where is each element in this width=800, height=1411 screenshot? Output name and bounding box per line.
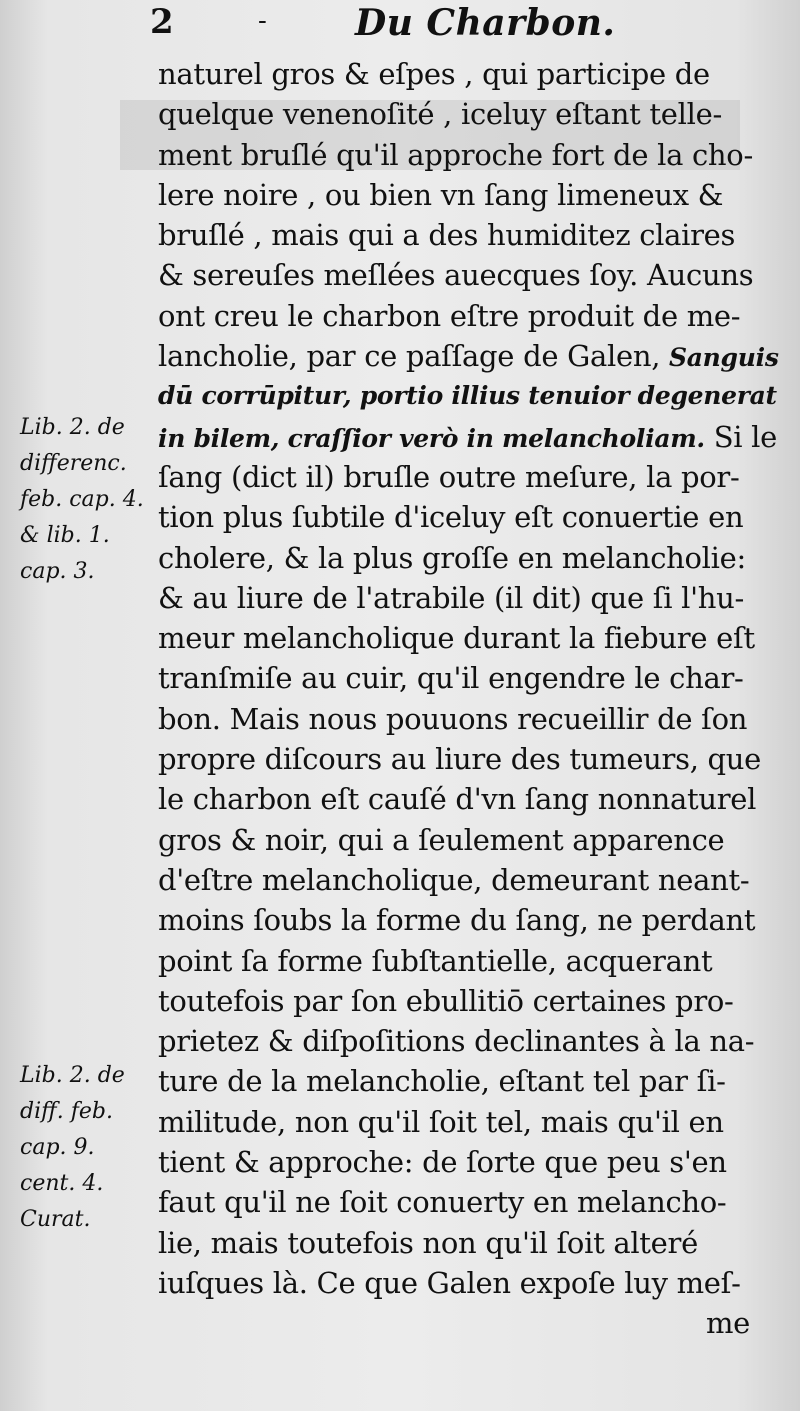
text-line: gros & noir, qui a ſeulement apparence bbox=[158, 822, 725, 857]
text-line: toutefois par ſon ebullitiō certaines pro- bbox=[158, 983, 734, 1018]
text-line: meur melancholique durant la fiebure eſt bbox=[158, 621, 755, 656]
text-line: quelque venenoſité , iceluy eſtant telle- bbox=[158, 97, 722, 132]
running-head: Du Charbon. bbox=[355, 2, 616, 44]
text-line: propre diſcours au liure des tumeurs, que bbox=[158, 742, 762, 777]
text-line: d'eſtre melancholique, demeurant neant- bbox=[158, 862, 750, 897]
text-line: le charbon eſt cauſé d'vn ſang nonnaturel bbox=[158, 782, 757, 817]
page-number: 2 bbox=[150, 2, 174, 42]
text-line: tient & approche: de ſorte que peu s'en bbox=[158, 1145, 727, 1180]
margin-note-line: differenc. bbox=[20, 451, 127, 476]
body-text bbox=[158, 54, 779, 1344]
latin-quote: Sanguis bbox=[669, 343, 779, 373]
text-line: moins ſoubs la forme du ſang, ne perdant bbox=[158, 903, 756, 938]
text-line: tion plus ſubtile d'iceluy eſt conuertie en bbox=[158, 500, 744, 535]
margin-note-line: diff. feb. bbox=[20, 1099, 113, 1124]
text-line: prietez & diſpoſitions declinantes à la na- bbox=[158, 1024, 755, 1059]
margin-note-line: cap. 3. bbox=[20, 559, 95, 584]
text-line: faut qu'il ne ſoit conuerty en melancho- bbox=[158, 1185, 727, 1220]
margin-note-line: Curat. bbox=[20, 1207, 91, 1232]
text-line: ont creu le charbon eſtre produit de me- bbox=[158, 298, 741, 333]
margin-note-2 bbox=[20, 1058, 152, 1238]
text-line: bon. Mais nous pouuons recueillir de ſon bbox=[158, 701, 748, 736]
text-line: iuſques là. Ce que Galen expoſe luy meſ- bbox=[158, 1265, 741, 1300]
text-line: lie, mais toutefois non qu'il ſoit alteré bbox=[158, 1225, 698, 1260]
margin-note-line: cent. 4. bbox=[20, 1171, 104, 1196]
page-header bbox=[0, 0, 800, 48]
text-line: point ſa forme ſubſtantielle, acquerant bbox=[158, 943, 713, 978]
text-line: & au liure de l'atrabile (il dit) que ſi l'hu- bbox=[158, 580, 745, 615]
margin-note-line: feb. cap. 4. bbox=[20, 487, 144, 512]
text-line bbox=[158, 417, 777, 457]
text-line: militude, non qu'il ſoit tel, mais qu'il en bbox=[158, 1104, 724, 1139]
margin-note-line: Lib. 2. de bbox=[20, 415, 125, 440]
text-line: bruſlé , mais qui a des humiditez claires bbox=[158, 218, 736, 253]
text-line: lere noire , ou bien vn ſang limeneux & bbox=[158, 177, 724, 212]
text-line-roman: Si le bbox=[704, 419, 777, 454]
catchword: me bbox=[705, 1306, 750, 1341]
text-line: tranſmiſe au cuir, qu'il engendre le char- bbox=[158, 661, 744, 696]
latin-quote-line: dū corrūpitur, portio illius tenuior degenerat bbox=[158, 381, 777, 411]
text-line: cholere, & la plus groſſe en melancholie: bbox=[158, 540, 746, 575]
text-line: ſang (dict il) bruſle outre meſure, la por- bbox=[158, 459, 740, 494]
margin-note-line: cap. 9. bbox=[20, 1135, 95, 1160]
latin-quote: in bilem, craſſior verò in melancholiam. bbox=[158, 423, 705, 453]
margin-note-1 bbox=[20, 410, 152, 590]
margin-note-line: & lib. 1. bbox=[20, 523, 110, 548]
text-line: naturel gros & eſpes , qui participe de bbox=[158, 57, 710, 91]
text-line bbox=[158, 336, 779, 376]
text-line: & sereuſes meſlées auecques ſoy. Aucuns bbox=[158, 258, 754, 293]
text-line: ment bruſlé qu'il approche fort de la cho- bbox=[158, 137, 753, 172]
header-dash: - bbox=[258, 6, 267, 36]
text-line: ture de la melancholie, eſtant tel par ſi- bbox=[158, 1064, 726, 1099]
margin-note-line: Lib. 2. de bbox=[20, 1063, 125, 1088]
text-line-roman: lancholie, par ce paſſage de Galen, bbox=[158, 339, 670, 374]
